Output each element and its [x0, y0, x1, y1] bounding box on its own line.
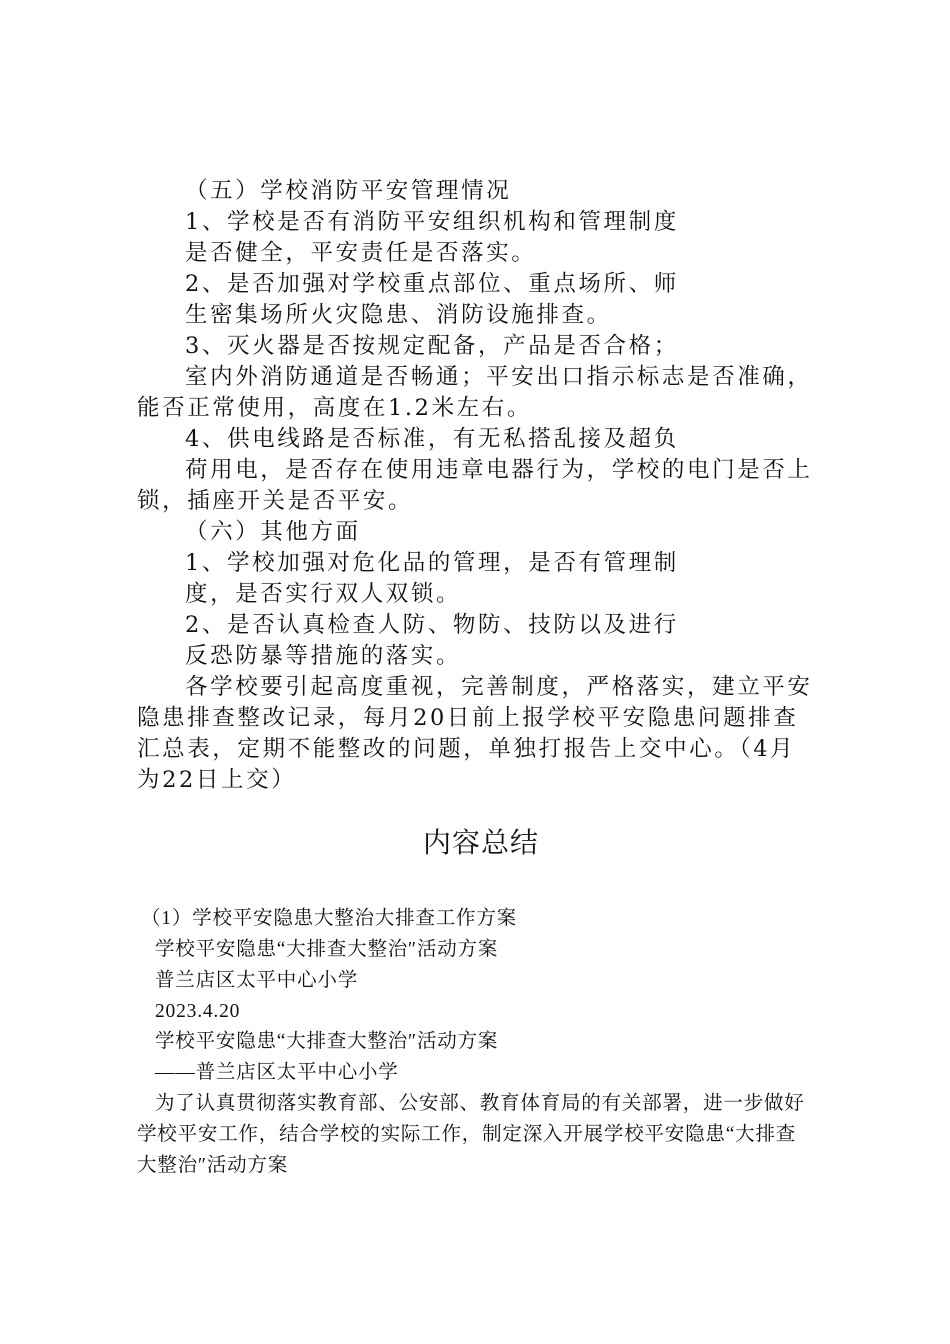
- body-line: 2、是否加强对学校重点部位、重点场所、师: [185, 271, 679, 297]
- body-line: 1、学校是否有消防平安组织机构和管理制度: [185, 209, 679, 235]
- body-line: 为22日上交）: [137, 767, 297, 793]
- body-line: 度，是否实行双人双锁。: [185, 581, 462, 607]
- summary-line: 大整治″活动方案: [137, 1155, 289, 1176]
- body-line: 锁，插座开关是否平安。: [137, 488, 414, 514]
- body-line: 荷用电，是否存在使用违章电器行为，学校的电门是否上: [185, 457, 813, 483]
- summary-line: 学校平安隐患“大排查大整治″活动方案: [155, 939, 499, 960]
- body-line: 室内外消防通道是否畅通；平安出口指示标志是否准确，: [185, 364, 813, 390]
- summary-line: 学校平安隐患“大排查大整治″活动方案: [155, 1031, 499, 1052]
- section-heading-five: （五）学校消防平安管理情况: [185, 178, 512, 204]
- section-heading-six: （六）其他方面: [185, 519, 361, 545]
- body-line: 4、供电线路是否标准，有无私搭乱接及超负: [185, 426, 679, 452]
- body-line: 隐患排查整改记录，每月20日前上报学校平安隐患问题排查: [137, 705, 799, 731]
- summary-line: 普兰店区太平中心小学: [155, 970, 359, 991]
- body-line: 3、灭火器是否按规定配备，产品是否合格；: [185, 333, 679, 359]
- body-line: 1、学校加强对危化品的管理，是否有管理制: [185, 550, 679, 576]
- body-line: 能否正常使用，高度在1.2米左右。: [137, 395, 532, 421]
- summary-title: 内容总结: [423, 826, 540, 859]
- body-line: 反恐防暴等措施的落实。: [185, 643, 462, 669]
- summary-line: 学校平安工作，结合学校的实际工作，制定深入开展学校平安隐患“大排查: [137, 1124, 797, 1145]
- body-line: 各学校要引起高度重视，完善制度，严格落实，建立平安: [185, 674, 813, 700]
- summary-line: ——普兰店区太平中心小学: [155, 1062, 399, 1083]
- body-line: 生密集场所火灾隐患、消防设施排查。: [185, 302, 612, 328]
- summary-date: 2023.4.20: [155, 1001, 241, 1022]
- summary-line: 为了认真贯彻落实教育部、公安部、教育体育局的有关部署，进一步做好: [155, 1093, 805, 1114]
- body-line: 2、是否认真检查人防、物防、技防以及进行: [185, 612, 679, 638]
- body-line: 是否健全，平安责任是否落实。: [185, 240, 537, 266]
- body-line: 汇总表，定期不能整改的问题，单独打报告上交中心。（4月: [137, 736, 796, 762]
- summary-line: （1）学校平安隐患大整治大排查工作方案: [141, 908, 517, 929]
